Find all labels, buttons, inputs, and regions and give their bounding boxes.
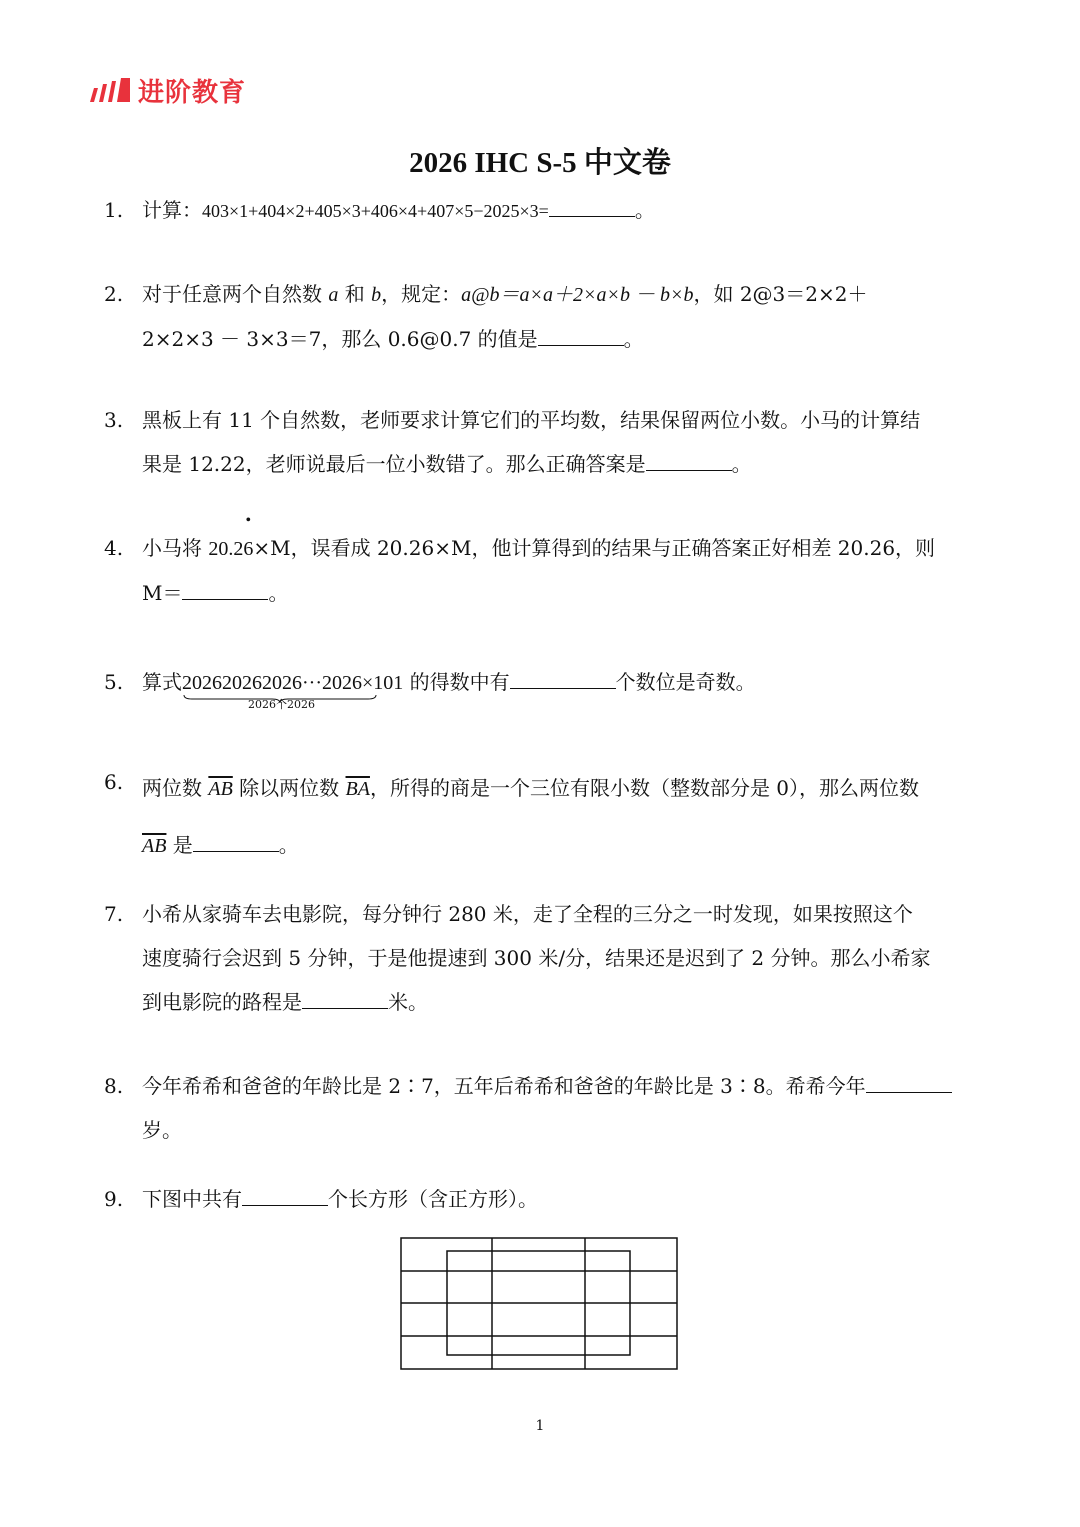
q7-suffix: 米。 <box>388 990 428 1014</box>
q8-line2: 岁。 <box>142 1118 182 1142</box>
question-3 <box>104 398 984 486</box>
question-1 <box>104 188 984 233</box>
page-title: 2026 IHC S-5 中文卷 <box>409 147 671 179</box>
question-number: 1. <box>104 198 124 222</box>
q9-suffix: 个长方形（含正方形）。 <box>328 1187 538 1211</box>
q6-suffix: 。 <box>278 833 299 857</box>
repeat-digit: 6 <box>243 538 254 560</box>
q6-text: 是 <box>166 833 193 857</box>
q2-text: 对于任意两个自然数 <box>142 282 329 306</box>
q1-suffix: 。 <box>634 198 655 222</box>
q5-text: 算式 <box>142 670 182 694</box>
q4-text: 小马将 <box>142 536 209 560</box>
q5-times: ×101 <box>361 672 404 694</box>
q1-expression: 403×1+404×2+405×3+406×4+407×5−2025×3= <box>202 201 549 221</box>
q8-line1: 今年希希和爸爸的年龄比是 2∶7，五年后希希和爸爸的年龄比是 3∶8。希希今年 <box>142 1074 866 1098</box>
answer-blank[interactable] <box>538 327 624 346</box>
answer-blank[interactable] <box>866 1074 952 1093</box>
repeat-dot: • <box>245 512 252 529</box>
logo-icon <box>88 76 132 106</box>
q7-line1: 小希从家骑车去电影院，每分钟行 280 米，走了全程的三分之一时发现，如果按照这个 <box>142 902 913 926</box>
q4-text: ×M，误看成 20.26×M，他计算得到的结果与正确答案正好相差 20.26，则 <box>253 536 936 560</box>
answer-blank[interactable] <box>646 452 732 471</box>
question-7 <box>104 892 984 1024</box>
question-5 <box>104 660 984 711</box>
question-number: 3. <box>104 408 124 432</box>
overline-ab: $\overline{AB}$ <box>208 778 233 800</box>
overline-ab: $\overline{AB}$ <box>142 835 167 857</box>
q3-line1: 黑板上有 11 个自然数，老师要求计算它们的平均数，结果保留两位小数。小马的计算结 <box>142 408 921 432</box>
question-number: 6. <box>104 770 124 794</box>
q4-line2: M＝ <box>142 581 183 605</box>
q2-text: ，规定： <box>381 282 462 306</box>
q9-text: 下图中共有 <box>142 1187 242 1211</box>
brand-name: 进阶教育 <box>138 78 247 108</box>
q2-text: 和 <box>338 282 372 306</box>
q6-text: ，所得的商是一个三位有限小数（整数部分是 0），那么两位数 <box>369 776 920 800</box>
repeating-decimal: 20.2 <box>208 538 244 560</box>
repeated-number: 202620262026···2026 <box>182 672 362 694</box>
q2-suffix: 。 <box>623 327 644 351</box>
q2-text: 2×2×3 － 3×3＝7，那么 0.6@0.7 的值是 <box>142 327 538 351</box>
q3-line2: 果是 12.22，老师说最后一位小数错了。那么正确答案是 <box>142 452 646 476</box>
q1-prefix: 计算： <box>142 198 202 222</box>
question-number: 2. <box>104 282 124 306</box>
underbrace-expression <box>182 660 362 711</box>
question-number: 8. <box>104 1074 124 1098</box>
q5-text: 的得数中有 <box>409 670 510 694</box>
q3-suffix: 。 <box>731 452 752 476</box>
q6-text: 两位数 <box>142 776 209 800</box>
q4-suffix: 。 <box>268 581 289 605</box>
rectangle-grid-figure <box>400 1237 680 1371</box>
question-number: 7. <box>104 902 124 926</box>
question-6 <box>104 760 984 874</box>
repeating-digit <box>243 512 254 571</box>
answer-blank[interactable] <box>193 833 279 852</box>
question-4 <box>104 512 984 615</box>
q6-text: 除以两位数 <box>232 776 346 800</box>
question-number: 5. <box>104 670 124 694</box>
var-b: b <box>371 284 382 306</box>
answer-blank[interactable] <box>549 198 635 217</box>
answer-blank[interactable] <box>242 1187 328 1206</box>
answer-blank[interactable] <box>182 581 268 600</box>
answer-blank[interactable] <box>510 670 616 689</box>
q5-suffix: 个数位是奇数。 <box>615 670 756 694</box>
q2-rule: a@b＝a×a＋2×a×b － b×b <box>461 284 694 306</box>
underbrace-label: 2026个2026 <box>248 698 315 711</box>
question-2 <box>104 272 984 361</box>
overline-ba: $\overline{BA}$ <box>345 778 370 800</box>
question-number: 9. <box>104 1187 124 1211</box>
q2-text: ，如 2@3＝2×2＋ <box>693 282 868 306</box>
question-9 <box>104 1177 984 1221</box>
question-8 <box>104 1064 984 1152</box>
page-number: 1 <box>535 1418 545 1434</box>
q7-line3: 到电影院的路程是 <box>142 990 302 1014</box>
brand-logo <box>88 72 246 109</box>
var-a: a <box>328 284 339 306</box>
q7-line2: 速度骑行会迟到 5 分钟，于是他提速到 300 米/分，结果还是迟到了 2 分钟。那么小希家 <box>142 946 931 970</box>
question-number: 4. <box>104 536 124 560</box>
answer-blank[interactable] <box>302 990 388 1009</box>
